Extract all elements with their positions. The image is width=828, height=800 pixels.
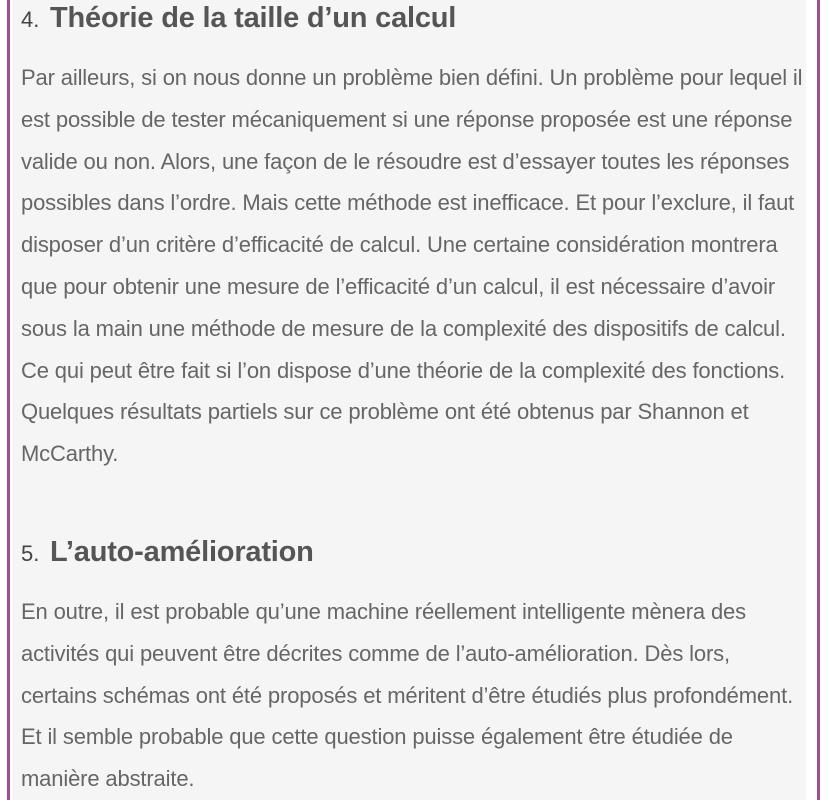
section-5-heading (21, 536, 314, 569)
section-4-number: 4. (21, 7, 40, 32)
section-5-title: L’auto-amélioration (50, 536, 314, 568)
section-4-heading (21, 2, 456, 35)
section-5-paragraph: En outre, il est probable qu’une machine réellement intelligente mènera des activités qui peuvent être décrites comme de l’auto-amélioration. Dès lors, certains schémas ont été proposés et méritent d’être étudiés plus profondément. Et il semble probable que cette question puisse également être étudiée de manière abstraite. (21, 599, 794, 792)
section-4-title: Théorie de la taille d’un calcul (50, 2, 457, 34)
section-4-paragraph: Par ailleurs, si on nous donne un problème bien défini. Un problème pour lequel il est possible de tester mécaniquement si une réponse proposée est une réponse valide ou non. Alors, une façon de le résoudre est d’essayer toutes les réponses possibles dans l’ordre. Mais cette méthode est inefficace. Et pour l’exclure, il faut disposer d’un critère d’efficacité de calcul. Une certaine considération montrera que pour obtenir une mesure de l’efficacité d’un calcul, il est nécessaire d’avoir sous la main une méthode de mesure de la complexité des dispositifs de calcul. Ce qui peut être fait si l’on dispose d’une théorie de la complexité des fonctions. Quelques résultats partiels sur ce problème ont été obtenus par Shannon et McCarthy. (21, 65, 803, 467)
section-5-number: 5. (21, 541, 40, 566)
